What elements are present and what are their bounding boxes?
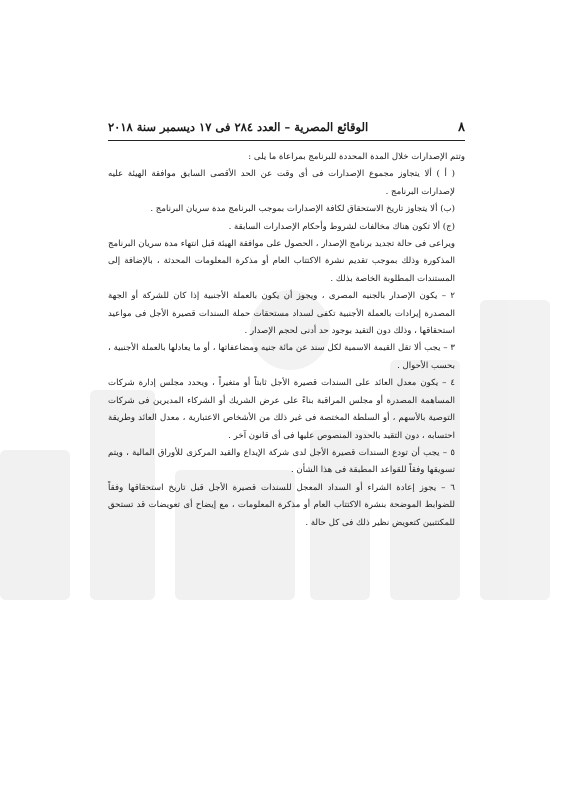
clause-2: ٢ – يكون الإصدار بالجنيه المصرى ، ويجوز أن يكون بالعملة الأجنبية إذا كان للشركة أو الجهة المصدرة إيرادات بالعملة الأجنبية تكفى لسداد مستحقات حملة السندات قصيرة الأجل فى مواعيد استحقاقها ، وذلك دون التقيد بوجود حد أدنى لحجم الإصدار . bbox=[108, 291, 455, 337]
clause-6: ٦ – يجوز إعادة الشراء أو السداد المعجل للسندات قصيرة الأجل قبل تاريخ استحقاقها وفقاً للضوابط الموضحة بنشرة الاكتتاب العام أو مذكرة المعلومات ، مع إيضاح أى تعويضات قد تستحق للمكتتبين كتعويض نظير ذلك فى كل حالة . bbox=[108, 482, 455, 528]
gazette-title: الوقائع المصرية – العدد ٢٨٤ فى ١٧ ديسمبر سنة ٢٠١٨ bbox=[108, 120, 369, 134]
clause-4: ٤ – يكون معدل العائد على السندات قصيرة الأجل ثابتاً أو متغيراً ، ويحدد مجلس إدارة شركات المساهمة المصدرة أو مجلس المراقبة بناءً على عرض الشريك أو الشركاء المديرين فى شركات التوصية بالأسهم ، أو السلطة المختصة فى غير ذلك من الأشخاص الاعتبارية ، معدل العائد وطريقة احتسابه ، دون التقيد بالحدود المنصوص عليها فى أى قانون آخر . bbox=[108, 378, 455, 441]
clause-5: ٥ – يجب أن تودع السندات قصيرة الأجل لدى شركة الإيداع والقيد المركزى للأوراق المالية ، ويتم تسويقها وفقاً للقواعد المطبقة فى هذا الشأن . bbox=[108, 447, 455, 476]
intro-paragraph: وتتم الإصدارات خلال المدة المحددة للبرنامج بمراعاة ما يلى : bbox=[248, 152, 465, 162]
renewal-paragraph: ويراعى فى حالة تجديد برنامج الإصدار ، الحصول على موافقة الهيئة قبل انتهاء مدة سريان البرنامج المذكورة وذلك بموجب تقديم نشرة الاكتتاب العام أو مذكرة المعلومات المحدثة ، بالإضافة إلى المستندات المطلوبة الخاصة بذلك . bbox=[108, 239, 455, 284]
document-page bbox=[108, 120, 465, 532]
condition-a: ( أ ) ألا يتجاوز مجموع الإصدارات فى أى وقت عن الحد الأقصى السابق موافقة الهيئة عليه لإصدارات البرنامج . bbox=[108, 169, 455, 197]
clause-3: ٣ – يجب ألا تقل القيمة الاسمية لكل سند عن مائة جنيه ومضاعفاتها ، أو ما يعادلها بالعملة الأجنبية ، بحسب الأحوال . bbox=[108, 343, 455, 371]
condition-c: (ج) ألا تكون هناك مخالفات لشروط وأحكام الإصدارات السابقة . bbox=[228, 221, 455, 232]
page-header bbox=[108, 120, 465, 141]
page-number: ٨ bbox=[458, 120, 465, 135]
condition-b: (ب) ألا يتجاوز تاريخ الاستحقاق لكافة الإصدارات بموجب البرنامج مدة سريان البرنامج . bbox=[150, 204, 455, 215]
document-body bbox=[108, 149, 465, 532]
